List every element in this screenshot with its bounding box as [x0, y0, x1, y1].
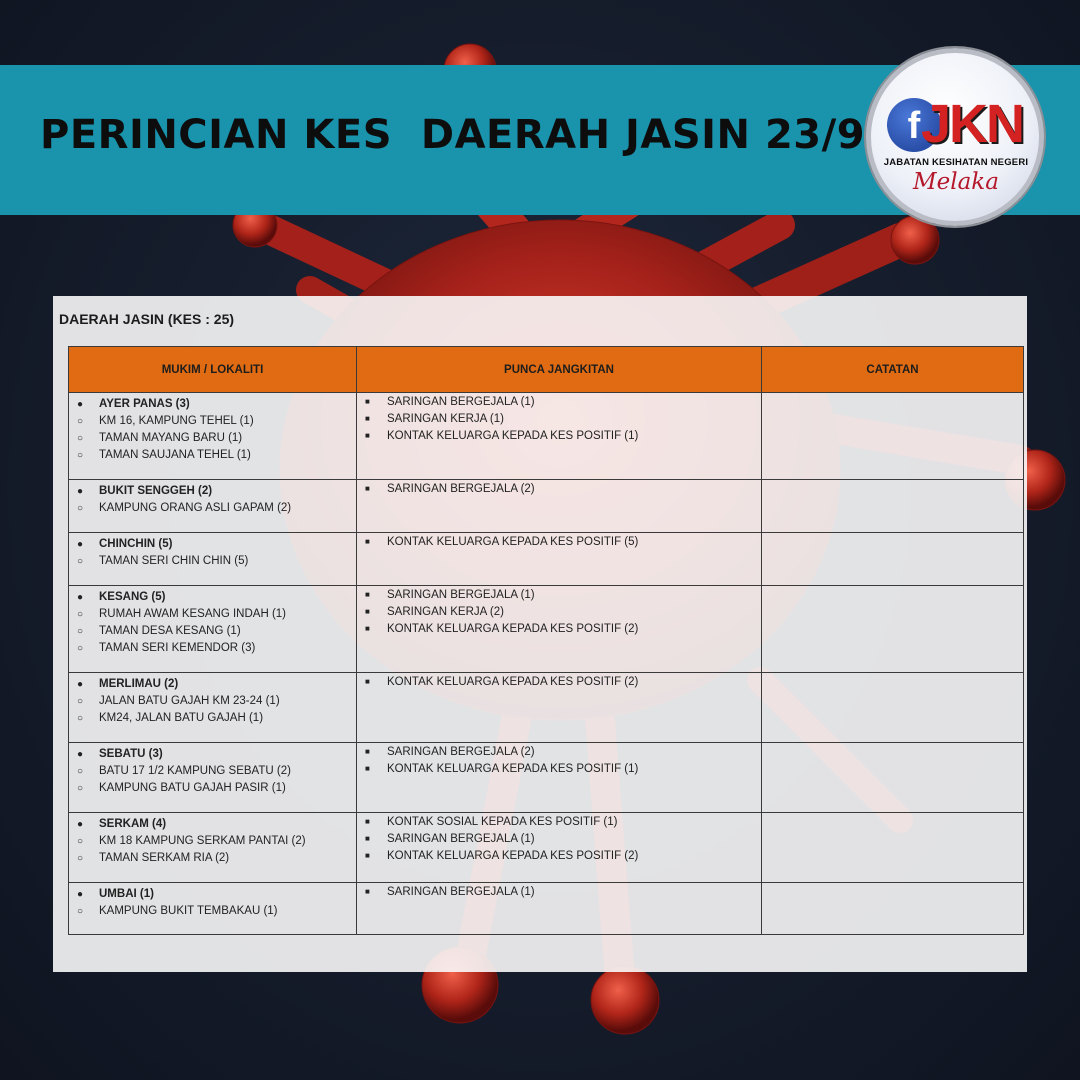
- square-bullet-icon: ■: [365, 887, 370, 896]
- source-item: SARINGAN BERGEJALA (1): [387, 833, 535, 845]
- table-row: [69, 393, 1024, 480]
- circle-bullet-icon: ○: [77, 766, 84, 777]
- locality-item: KM 16, KAMPUNG TEHEL (1): [99, 415, 254, 427]
- square-bullet-icon: ■: [365, 747, 370, 756]
- locality-item: RUMAH AWAM KESANG INDAH (1): [99, 608, 286, 620]
- circle-bullet-icon: ○: [77, 433, 84, 444]
- source-item: KONTAK KELUARGA KEPADA KES POSITIF (2): [387, 623, 639, 635]
- logo-org-name: JABATAN KESIHATAN NEGERI: [883, 157, 1029, 168]
- catatan-cell: [762, 533, 1024, 586]
- table-row: [69, 743, 1024, 813]
- mukim-name: SEBATU (3): [99, 748, 163, 760]
- circle-bullet-icon: ○: [77, 696, 84, 707]
- circle-bullet-icon: ○: [77, 783, 84, 794]
- square-bullet-icon: ■: [365, 484, 370, 493]
- source-item: SARINGAN BERGEJALA (1): [387, 396, 535, 408]
- table-row: [69, 883, 1024, 935]
- locality-item: KAMPUNG ORANG ASLI GAPAM (2): [99, 502, 292, 514]
- mukim-cell: [69, 393, 357, 480]
- table-row: [69, 586, 1024, 673]
- catatan-cell: [762, 743, 1024, 813]
- punca-cell: [357, 480, 762, 533]
- square-bullet-icon: ■: [365, 677, 370, 686]
- source-item: SARINGAN BERGEJALA (1): [387, 886, 535, 898]
- locality-item: KM24, JALAN BATU GAJAH (1): [99, 712, 264, 724]
- table-body: [69, 393, 1024, 935]
- source-item: KONTAK KELUARGA KEPADA KES POSITIF (1): [387, 430, 639, 442]
- page-title: PERINCIAN KES DAERAH JASIN 23/9: [40, 112, 866, 158]
- mukim-name: CHINCHIN (5): [99, 538, 173, 550]
- locality-item: TAMAN SAUJANA TEHEL (1): [99, 449, 251, 461]
- punca-cell: [357, 673, 762, 743]
- catatan-cell: [762, 393, 1024, 480]
- punca-cell: [357, 586, 762, 673]
- locality-item: KAMPUNG BUKIT TEMBAKAU (1): [99, 905, 278, 917]
- mukim-cell: [69, 533, 357, 586]
- header-mukim: MUKIM / LOKALITI: [69, 347, 357, 393]
- mukim-name: BUKIT SENGGEH (2): [99, 485, 213, 497]
- circle-bullet-icon: ○: [77, 713, 84, 724]
- bullet-icon: ●: [77, 679, 84, 690]
- mukim-cell: [69, 813, 357, 883]
- circle-bullet-icon: ○: [77, 416, 84, 427]
- square-bullet-icon: ■: [365, 590, 370, 599]
- case-document: [53, 296, 1027, 972]
- header-punca: PUNCA JANGKITAN: [357, 347, 762, 393]
- table-row: [69, 533, 1024, 586]
- catatan-cell: [762, 673, 1024, 743]
- mukim-cell: [69, 883, 357, 935]
- mukim-name: AYER PANAS (3): [99, 398, 190, 410]
- circle-bullet-icon: ○: [77, 503, 84, 514]
- locality-item: TAMAN DESA KESANG (1): [99, 625, 241, 637]
- mukim-name: MERLIMAU (2): [99, 678, 179, 690]
- catatan-cell: [762, 883, 1024, 935]
- square-bullet-icon: ■: [365, 537, 370, 546]
- mukim-name: KESANG (5): [99, 591, 166, 603]
- facebook-icon: f: [887, 98, 941, 152]
- square-bullet-icon: ■: [365, 397, 370, 406]
- document-title: DAERAH JASIN (KES : 25): [59, 311, 235, 327]
- circle-bullet-icon: ○: [77, 853, 84, 864]
- mukim-name: SERKAM (4): [99, 818, 167, 830]
- source-item: SARINGAN BERGEJALA (2): [387, 746, 535, 758]
- source-item: KONTAK KELUARGA KEPADA KES POSITIF (5): [387, 536, 639, 548]
- header-catatan: CATATAN: [762, 347, 1024, 393]
- square-bullet-icon: ■: [365, 764, 370, 773]
- mukim-cell: [69, 743, 357, 813]
- locality-item: TAMAN SERKAM RIA (2): [99, 852, 230, 864]
- circle-bullet-icon: ○: [77, 450, 84, 461]
- source-item: SARINGAN KERJA (1): [387, 413, 504, 425]
- source-item: KONTAK SOSIAL KEPADA KES POSITIF (1): [387, 816, 618, 828]
- source-item: SARINGAN BERGEJALA (1): [387, 589, 535, 601]
- case-table: [68, 346, 1024, 935]
- square-bullet-icon: ■: [365, 414, 370, 423]
- circle-bullet-icon: ○: [77, 609, 84, 620]
- bullet-icon: ●: [77, 399, 84, 410]
- locality-item: JALAN BATU GAJAH KM 23-24 (1): [99, 695, 280, 707]
- circle-bullet-icon: ○: [77, 556, 84, 567]
- circle-bullet-icon: ○: [77, 643, 84, 654]
- locality-item: TAMAN MAYANG BARU (1): [99, 432, 243, 444]
- source-item: KONTAK KELUARGA KEPADA KES POSITIF (2): [387, 676, 639, 688]
- bullet-icon: ●: [77, 539, 84, 550]
- bullet-icon: ●: [77, 889, 84, 900]
- bullet-icon: ●: [77, 592, 84, 603]
- locality-item: KM 18 KAMPUNG SERKAM PANTAI (2): [99, 835, 306, 847]
- punca-cell: [357, 533, 762, 586]
- circle-bullet-icon: ○: [77, 626, 84, 637]
- mukim-cell: [69, 480, 357, 533]
- square-bullet-icon: ■: [365, 817, 370, 826]
- mukim-name: UMBAI (1): [99, 888, 154, 900]
- catatan-cell: [762, 586, 1024, 673]
- circle-bullet-icon: ○: [77, 836, 84, 847]
- punca-cell: [357, 393, 762, 480]
- table-row: [69, 480, 1024, 533]
- bullet-icon: ●: [77, 749, 84, 760]
- square-bullet-icon: ■: [365, 607, 370, 616]
- jkn-melaka-logo: [866, 48, 1044, 226]
- source-item: KONTAK KELUARGA KEPADA KES POSITIF (1): [387, 763, 639, 775]
- logo-jkn-text: JKN: [921, 94, 1024, 154]
- locality-item: TAMAN SERI KEMENDOR (3): [99, 642, 256, 654]
- catatan-cell: [762, 480, 1024, 533]
- square-bullet-icon: ■: [365, 834, 370, 843]
- table-row: [69, 673, 1024, 743]
- punca-cell: [357, 883, 762, 935]
- mukim-cell: [69, 586, 357, 673]
- punca-cell: [357, 813, 762, 883]
- source-item: SARINGAN KERJA (2): [387, 606, 504, 618]
- bullet-icon: ●: [77, 819, 84, 830]
- locality-item: BATU 17 1/2 KAMPUNG SEBATU (2): [99, 765, 291, 777]
- bullet-icon: ●: [77, 486, 84, 497]
- table-header-row: [69, 347, 1024, 393]
- square-bullet-icon: ■: [365, 624, 370, 633]
- mukim-cell: [69, 673, 357, 743]
- square-bullet-icon: ■: [365, 431, 370, 440]
- table-row: [69, 813, 1024, 883]
- catatan-cell: [762, 813, 1024, 883]
- circle-bullet-icon: ○: [77, 906, 84, 917]
- locality-item: KAMPUNG BATU GAJAH PASIR (1): [99, 782, 286, 794]
- punca-cell: [357, 743, 762, 813]
- source-item: SARINGAN BERGEJALA (2): [387, 483, 535, 495]
- logo-state-name: Melaka: [913, 169, 999, 195]
- square-bullet-icon: ■: [365, 851, 370, 860]
- locality-item: TAMAN SERI CHIN CHIN (5): [99, 555, 249, 567]
- source-item: KONTAK KELUARGA KEPADA KES POSITIF (2): [387, 850, 639, 862]
